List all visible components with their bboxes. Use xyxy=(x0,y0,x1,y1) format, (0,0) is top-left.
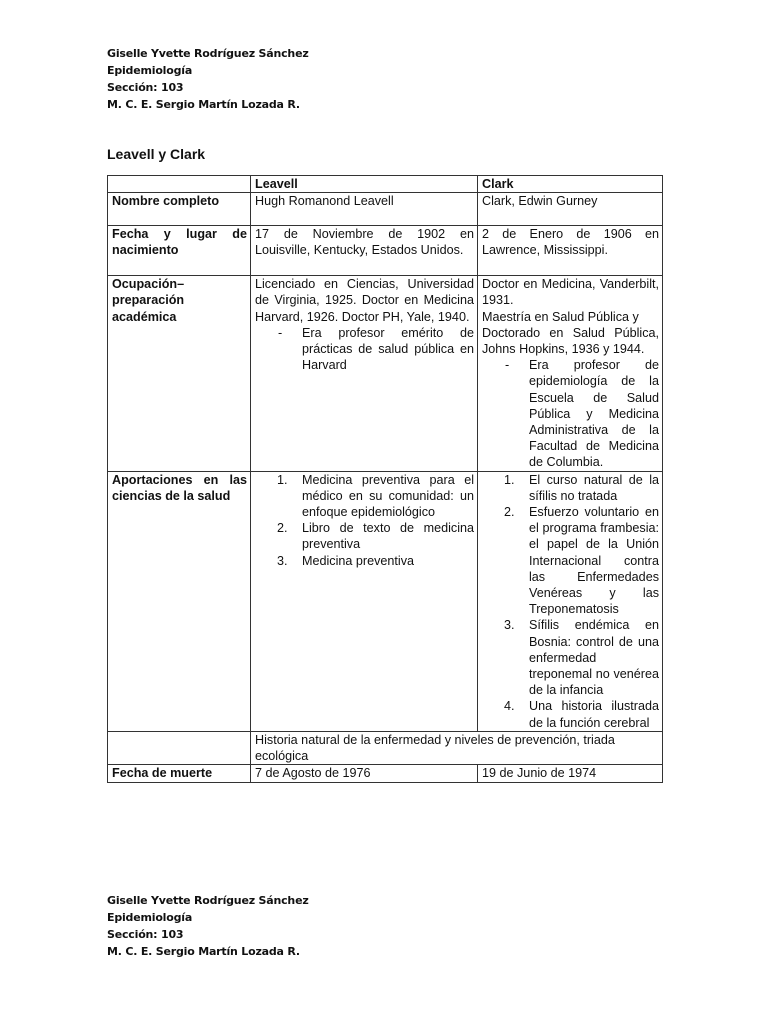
list-item xyxy=(504,472,659,504)
row-label-ocupacion: Ocupación– preparación académica xyxy=(108,276,251,471)
row-label-aportaciones: Aportaciones en las ciencias de la salud xyxy=(108,471,251,731)
clark-bullet-list xyxy=(482,357,659,470)
list-item: - Era profesor emérito de prácticas de salud pública en Harvard xyxy=(302,325,474,374)
list-item xyxy=(277,520,474,552)
cell-clark-ocupacion xyxy=(478,276,663,471)
list-text: Medicina preventiva xyxy=(302,553,415,568)
cell-clark-nacimiento: 2 de Enero de 1906 en Lawrence, Mississippi. xyxy=(478,226,663,276)
list-text: Esfuerzo voluntario en el programa frambesia: el papel de la Unión Internacional contra las Enfermedades Venéreas y las Treponematosis xyxy=(529,505,659,617)
table-header-row xyxy=(108,176,663,193)
subject: Epidemiología xyxy=(107,64,193,77)
list-number: 2. xyxy=(504,505,515,520)
cell-leavell-ocupacion xyxy=(251,276,478,471)
clark-education-line: Maestría en Salud Pública y xyxy=(482,309,639,324)
leavell-education-text: Licenciado en Ciencias, Universidad de Virginia, 1925. Doctor en Medicina Harvard, 1926. Doctor PH, Yale, 1940. xyxy=(255,277,474,324)
row-label-muerte: Fecha de muerte xyxy=(108,765,251,782)
list-item xyxy=(277,472,474,521)
list-text: Sífilis endémica en Bosnia: control de una enfermedad treponemal no venérea de la infancia xyxy=(529,618,659,698)
cell-clark-muerte: 19 de Junio de 1974 xyxy=(478,765,663,782)
list-text: Libro de texto de medicina preventiva xyxy=(302,521,474,552)
header-bottom xyxy=(107,892,309,960)
cell-shared-contribution: Historia natural de la enfermedad y niveles de prevención, triada ecológica xyxy=(251,731,663,764)
row-label-nombre: Nombre completo xyxy=(108,193,251,226)
clark-education-line: Doctorado en Salud Pública, Johns Hopkins, 1936 y 1944. xyxy=(482,325,659,357)
author-name: Giselle Yvette Rodríguez Sánchez xyxy=(107,894,309,907)
list-number: 4. xyxy=(504,699,515,714)
list-number: 1. xyxy=(504,472,515,487)
row-aportaciones xyxy=(108,471,663,731)
row-comun xyxy=(108,731,663,764)
list-number: 1. xyxy=(277,472,288,487)
list-item xyxy=(504,698,659,730)
clark-contributions-list xyxy=(482,472,659,731)
section: Sección: 103 xyxy=(107,81,184,94)
row-nombre xyxy=(108,193,663,226)
document-title: Leavell y Clark xyxy=(107,146,206,162)
column-header-clark: Clark xyxy=(478,176,663,193)
row-muerte xyxy=(108,765,663,782)
teacher: M. C. E. Sergio Martín Lozada R. xyxy=(107,945,300,958)
cell-leavell-muerte: 7 de Agosto de 1976 xyxy=(251,765,478,782)
list-item xyxy=(277,553,474,569)
list-text: Medicina preventiva para el médico en su comunidad: un enfoque epidemiológico xyxy=(302,472,474,520)
list-number: 3. xyxy=(277,553,288,568)
list-number: 3. xyxy=(504,618,515,633)
leavell-contributions-list xyxy=(255,472,474,569)
list-item xyxy=(504,504,659,617)
comparison-table xyxy=(107,175,663,783)
header-empty-cell xyxy=(108,176,251,193)
column-header-leavell: Leavell xyxy=(251,176,478,193)
clark-education-line: Doctor en Medicina, Vanderbilt, 1931. xyxy=(482,277,659,308)
list-item xyxy=(504,617,659,698)
row-label-nacimiento: Fecha y lugar de nacimiento xyxy=(108,226,251,276)
cell-leavell-nombre: Hugh Romanond Leavell xyxy=(251,193,478,226)
list-text: Una historia ilustrada de la función cerebral xyxy=(529,699,659,730)
header-top xyxy=(107,45,309,113)
list-text: El curso natural de la sífilis no tratada xyxy=(529,472,659,503)
list-item: - Era profesor de epidemiología de la Escuela de Salud Pública y Medicina Administrativa de la Facultad de Medicina de Columbia. xyxy=(529,357,659,470)
list-number: 2. xyxy=(277,521,288,536)
row-ocupacion xyxy=(108,276,663,471)
cell-leavell-aportaciones xyxy=(251,471,478,731)
subject: Epidemiología xyxy=(107,911,193,924)
cell-clark-nombre: Clark, Edwin Gurney xyxy=(478,193,663,226)
cell-leavell-nacimiento: 17 de Noviembre de 1902 en Louisville, Kentucky, Estados Unidos. xyxy=(251,226,478,276)
cell-clark-aportaciones xyxy=(478,471,663,731)
teacher: M. C. E. Sergio Martín Lozada R. xyxy=(107,98,300,111)
row-nacimiento xyxy=(108,226,663,276)
leavell-bullet-list xyxy=(255,325,474,374)
row-label-comun xyxy=(108,731,251,764)
section: Sección: 103 xyxy=(107,928,184,941)
author-name: Giselle Yvette Rodríguez Sánchez xyxy=(107,47,309,60)
